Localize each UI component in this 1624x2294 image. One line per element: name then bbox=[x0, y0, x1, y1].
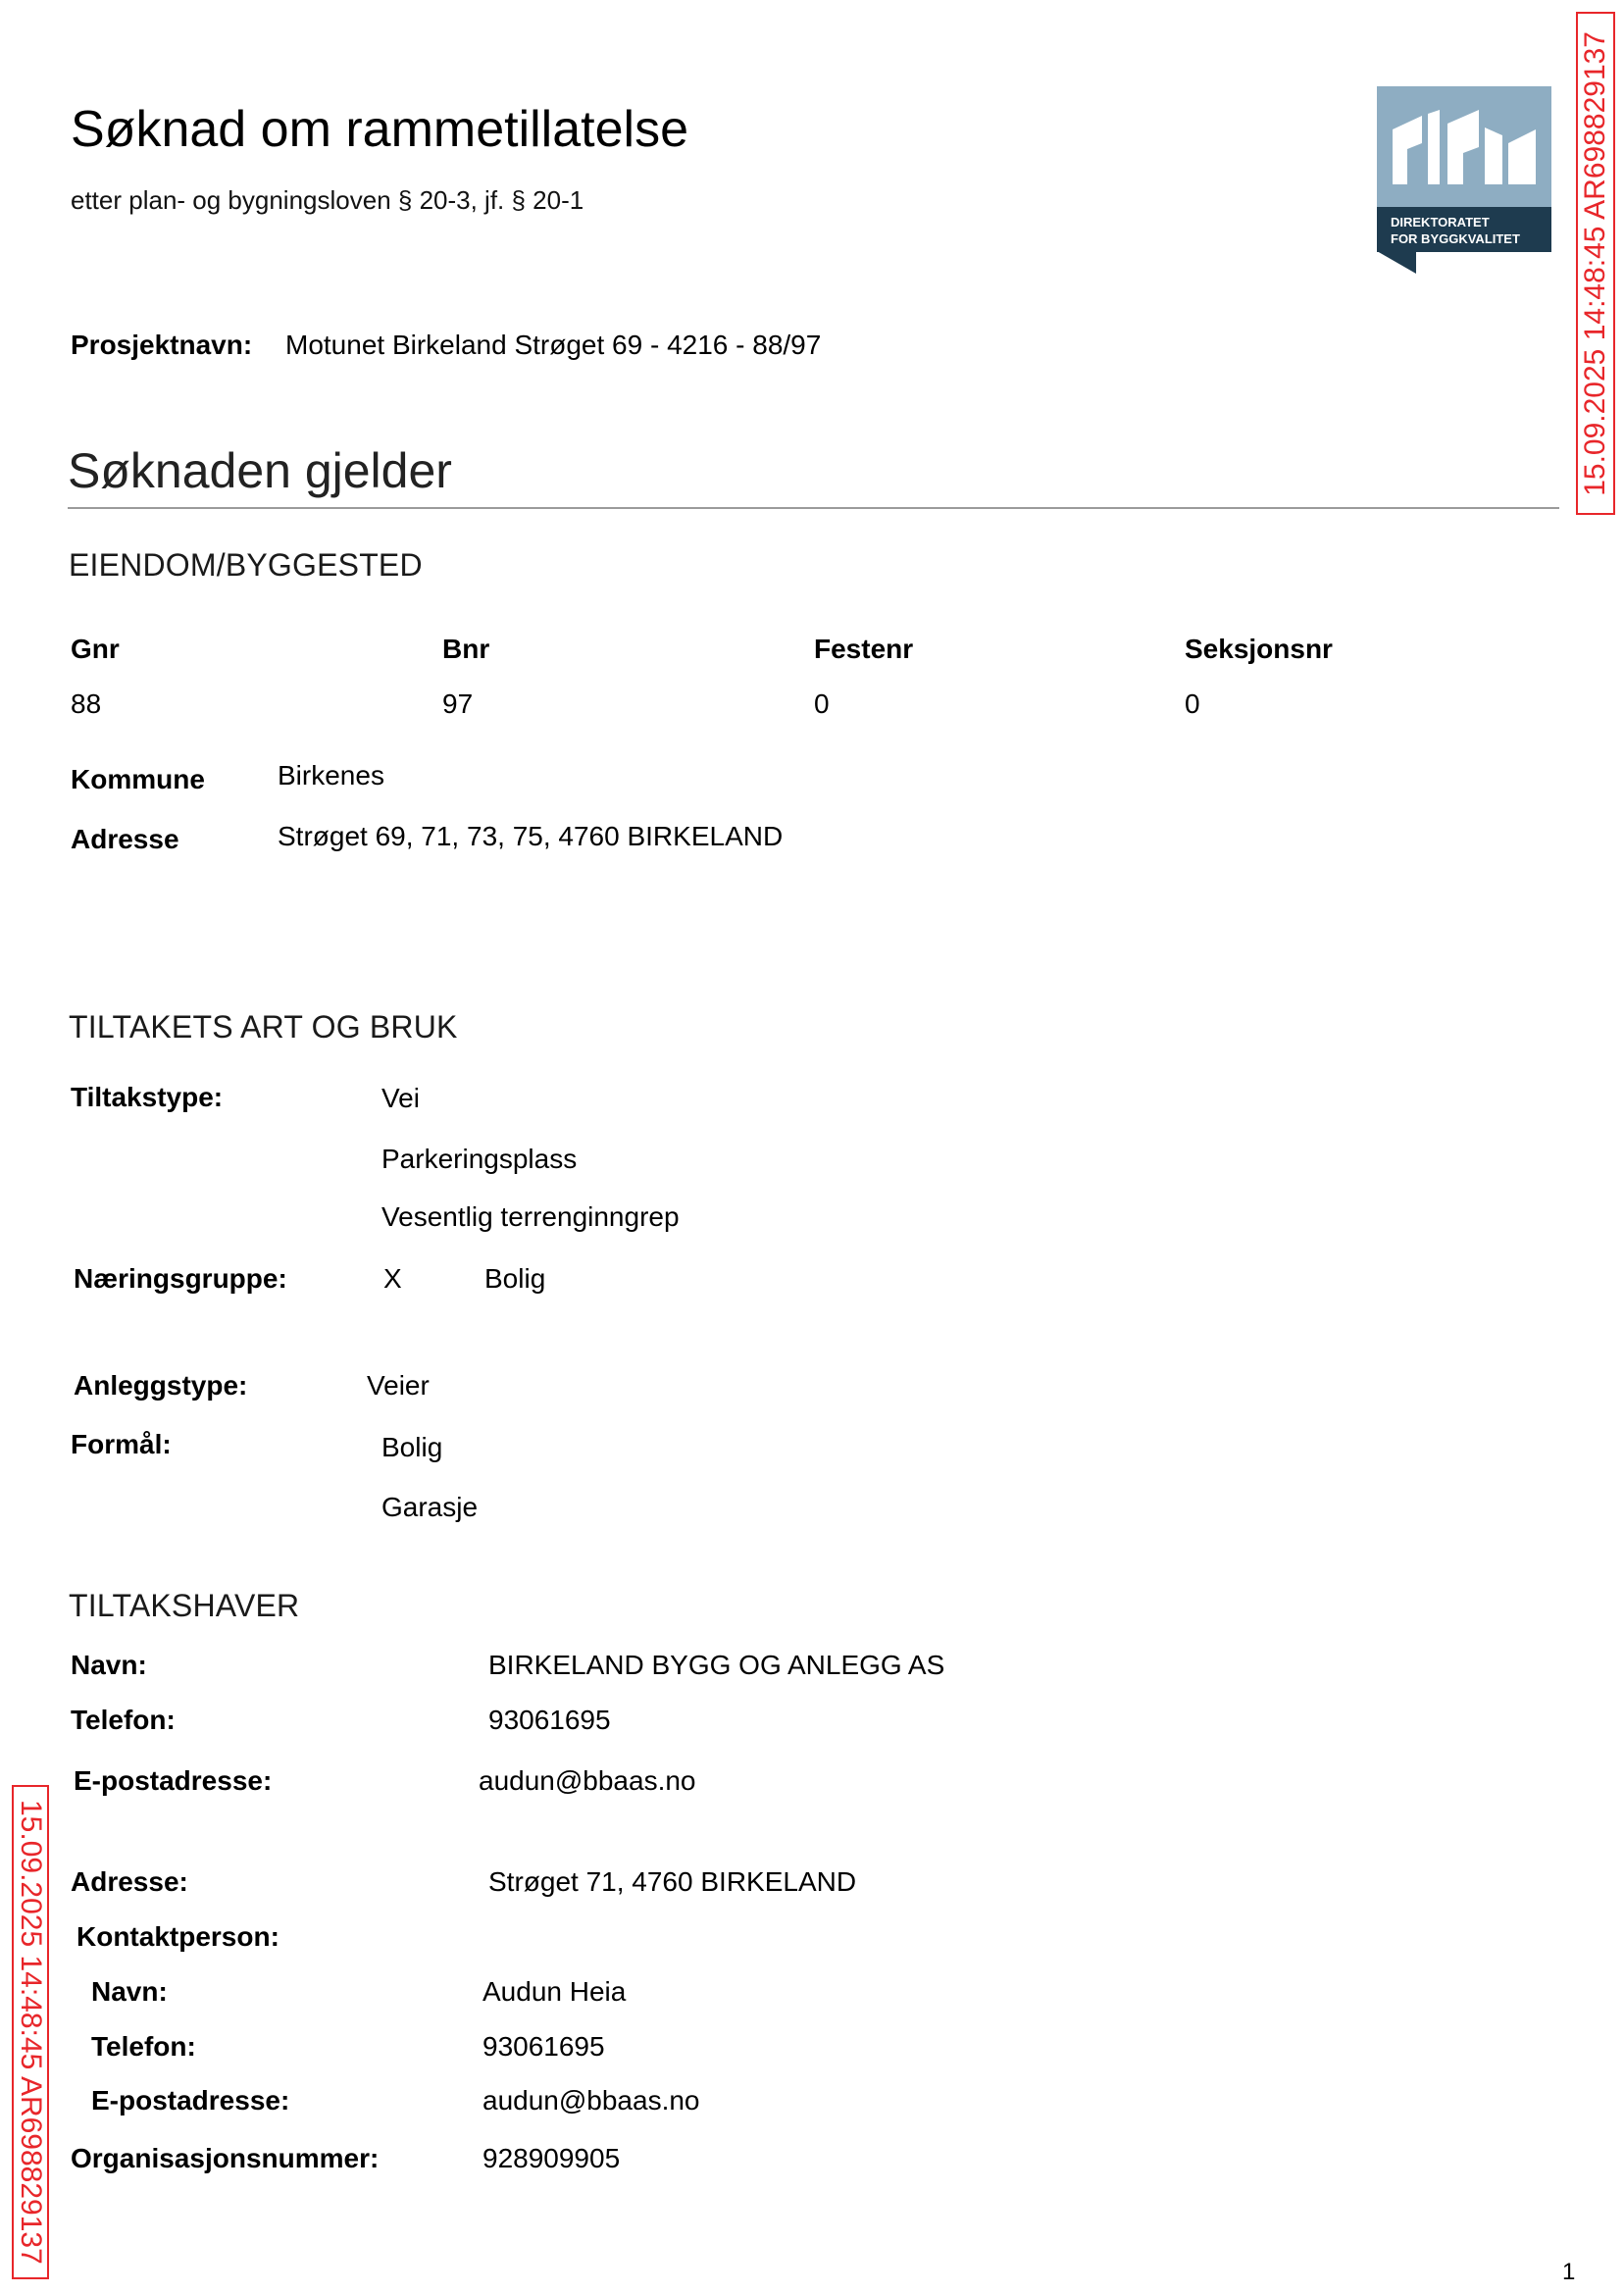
property-address-label: Adresse bbox=[71, 824, 179, 854]
logo-ribbon bbox=[1377, 251, 1416, 274]
contact-name-value: Audun Heia bbox=[482, 1976, 627, 2007]
facility-type-label: Anleggstype: bbox=[74, 1370, 248, 1401]
dibk-logo bbox=[1377, 86, 1551, 274]
purpose-item: Bolig bbox=[381, 1432, 443, 1462]
timestamp-stamp-left bbox=[12, 1785, 49, 2279]
project-name-label: Prosjektnavn: bbox=[71, 330, 253, 360]
gnr-label: Gnr bbox=[71, 634, 120, 664]
applicant-name-value: BIRKELAND BYGG OG ANLEGG AS bbox=[488, 1650, 945, 1680]
applicant-heading: TILTAKSHAVER bbox=[69, 1588, 300, 1623]
festenr-label: Festenr bbox=[814, 634, 914, 664]
org-number-value: 928909905 bbox=[482, 2143, 621, 2173]
contact-phone-value: 93061695 bbox=[482, 2031, 605, 2062]
contact-person-label: Kontaktperson: bbox=[76, 1921, 279, 1952]
applicant-address-value: Strøget 71, 4760 BIRKELAND bbox=[488, 1866, 857, 1897]
measure-type-item: Vei bbox=[381, 1083, 420, 1113]
timestamp-stamp-top-right bbox=[1576, 12, 1615, 515]
applicant-name-label: Navn: bbox=[71, 1650, 147, 1680]
org-number-label: Organisasjonsnummer: bbox=[71, 2143, 380, 2173]
applicant-email-label: E-postadresse: bbox=[74, 1765, 273, 1796]
stamp-text: 15.09.2025 14:48:45 AR698829137 bbox=[15, 1800, 47, 2265]
industry-group-code: X bbox=[383, 1263, 402, 1294]
measure-type-item: Parkeringsplass bbox=[381, 1144, 578, 1174]
gnr-value: 88 bbox=[71, 688, 102, 719]
section-title: Søknaden gjelder bbox=[68, 443, 452, 498]
municipality-label: Kommune bbox=[71, 764, 205, 794]
bnr-value: 97 bbox=[442, 688, 474, 719]
project-name-value: Motunet Birkeland Strøget 69 - 4216 - 88/97 bbox=[285, 330, 822, 360]
section-divider bbox=[68, 507, 1559, 509]
facility-type-value: Veier bbox=[367, 1370, 430, 1401]
seksjonsnr-label: Seksjonsnr bbox=[1185, 634, 1333, 664]
municipality-value: Birkenes bbox=[278, 760, 384, 790]
purpose-item: Garasje bbox=[381, 1492, 479, 1522]
contact-email-value: audun@bbaas.no bbox=[482, 2085, 700, 2116]
seksjonsnr-value: 0 bbox=[1185, 688, 1200, 719]
page-number: 1 bbox=[1562, 2259, 1576, 2285]
applicant-address-label: Adresse: bbox=[71, 1866, 188, 1897]
applicant-phone-label: Telefon: bbox=[71, 1705, 176, 1735]
contact-name-label: Navn: bbox=[91, 1976, 168, 2007]
applicant-phone-value: 93061695 bbox=[488, 1705, 611, 1735]
logo-text-line2: FOR BYGGKVALITET bbox=[1391, 231, 1520, 246]
stamp-text: 15.09.2025 14:48:45 AR698829137 bbox=[1579, 30, 1611, 496]
logo-text-line1: DIREKTORATET bbox=[1391, 215, 1490, 229]
document-title: Søknad om rammetillatelse bbox=[71, 101, 688, 158]
measure-heading: TILTAKETS ART OG BRUK bbox=[69, 1009, 458, 1045]
property-heading: EIENDOM/BYGGESTED bbox=[69, 547, 423, 583]
measure-type-label: Tiltakstype: bbox=[71, 1082, 224, 1112]
contact-email-label: E-postadresse: bbox=[91, 2085, 290, 2116]
industry-group-value: Bolig bbox=[484, 1263, 546, 1294]
bnr-label: Bnr bbox=[442, 634, 490, 664]
industry-group-label: Næringsgruppe: bbox=[74, 1263, 287, 1294]
document-subtitle: etter plan- og bygningsloven § 20-3, jf. § 20-1 bbox=[71, 185, 584, 215]
contact-phone-label: Telefon: bbox=[91, 2031, 196, 2062]
purpose-label: Formål: bbox=[71, 1429, 172, 1459]
applicant-email-value: audun@bbaas.no bbox=[479, 1765, 696, 1796]
property-address-value: Strøget 69, 71, 73, 75, 4760 BIRKELAND bbox=[278, 821, 784, 851]
measure-type-item: Vesentlig terrenginngrep bbox=[381, 1201, 680, 1232]
festenr-value: 0 bbox=[814, 688, 830, 719]
